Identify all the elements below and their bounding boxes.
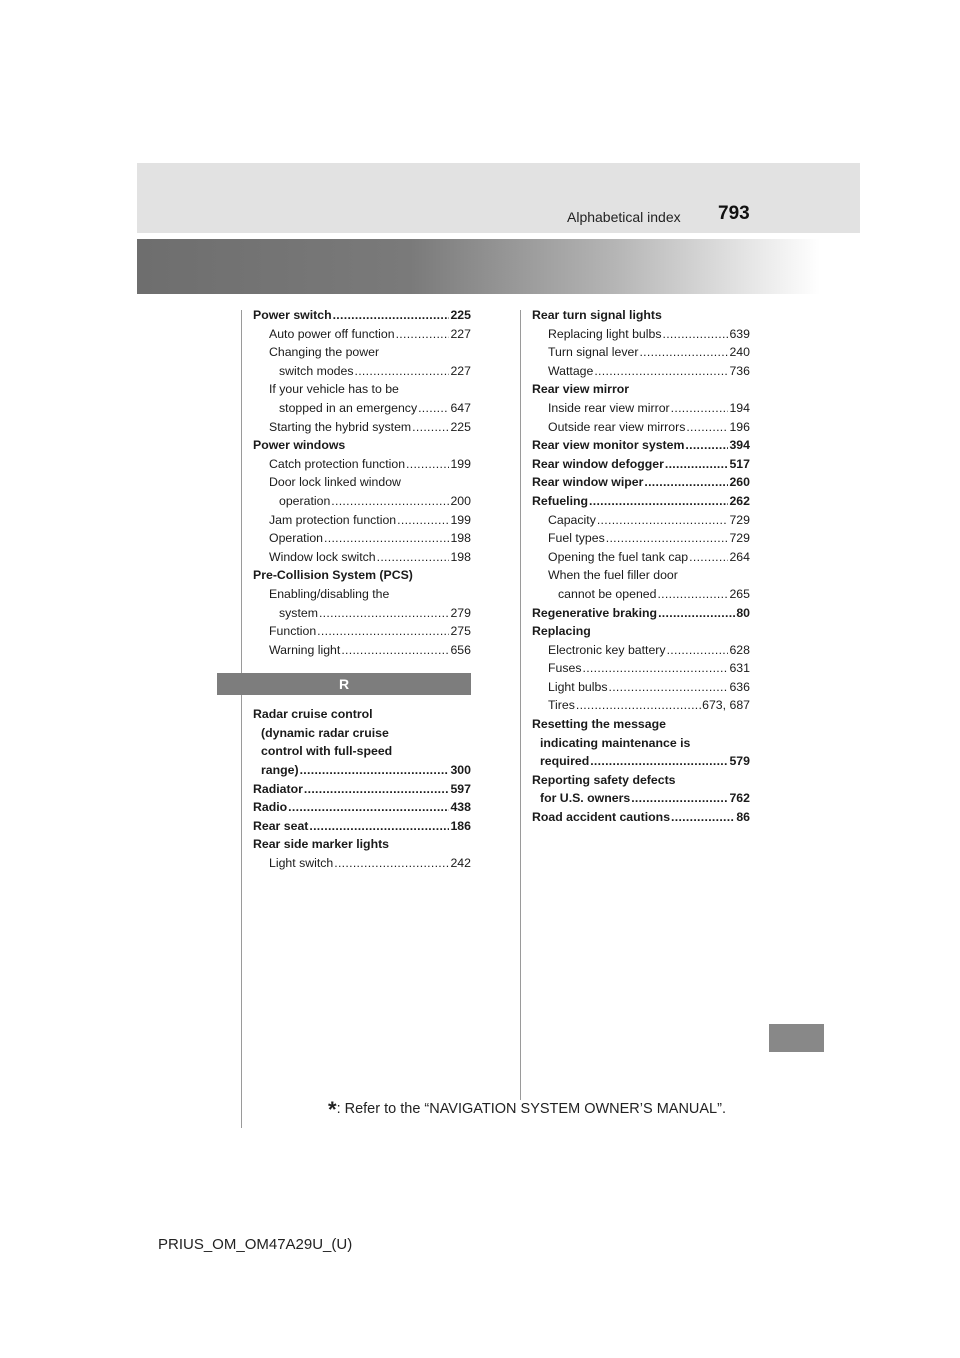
index-entry-page[interactable]: 300 <box>450 763 471 778</box>
index-entry-page[interactable]: 242 <box>450 856 471 871</box>
index-entry-leader <box>333 306 450 325</box>
index-entry-term: Replacing light bulbs <box>548 326 662 341</box>
index-entry-term: Warning light <box>269 642 341 657</box>
index-entry-term: Radiator <box>253 781 303 796</box>
index-entry-term: When the fuel filler door <box>548 568 678 583</box>
index-entry <box>253 418 471 437</box>
index-entry <box>532 752 750 771</box>
index-entry-page[interactable]: 579 <box>729 754 750 769</box>
index-entry-term: Power windows <box>253 438 346 453</box>
index-entry-page[interactable]: 86 <box>736 810 750 825</box>
index-entry-term: Starting the hybrid system <box>269 419 412 434</box>
index-entry-term: Resetting the message <box>532 717 666 732</box>
index-entry <box>253 780 471 799</box>
index-entry <box>253 362 471 381</box>
index-entry <box>253 511 471 530</box>
index-entry-page[interactable]: 196 <box>729 419 750 434</box>
index-entry-leader <box>657 585 728 604</box>
index-entry-page[interactable]: 517 <box>729 456 750 471</box>
index-entry-term: (dynamic radar cruise <box>261 725 389 740</box>
index-entry-leader <box>396 325 450 344</box>
index-entry-term: Jam protection function <box>269 512 397 527</box>
index-entry <box>253 306 471 325</box>
index-entry <box>532 343 750 362</box>
index-entry <box>253 585 471 604</box>
index-entry-term: required <box>540 754 590 769</box>
index-entry-page[interactable]: 438 <box>450 800 471 815</box>
document-code: PRIUS_OM_OM47A29U_(U) <box>158 1236 353 1253</box>
index-entry-leader <box>639 343 728 362</box>
index-entry-term: Capacity <box>548 512 596 527</box>
index-entry <box>532 585 750 604</box>
index-entry-term: Window lock switch <box>269 549 376 564</box>
index-entry-page[interactable]: 80 <box>736 605 750 620</box>
index-entry-page[interactable]: 736 <box>729 363 750 378</box>
index-entry <box>253 473 471 492</box>
index-entry <box>532 789 750 808</box>
index-entry-leader <box>317 622 449 641</box>
index-entry-term: Radio <box>253 800 288 815</box>
index-entry-page[interactable]: 240 <box>729 345 750 360</box>
section-letter-r: R <box>217 673 471 695</box>
index-entry-leader <box>309 817 449 836</box>
index-entry-leader <box>576 696 701 715</box>
index-entry-page[interactable]: 656 <box>450 642 471 657</box>
index-entry <box>253 622 471 641</box>
index-entry <box>532 641 750 660</box>
footnote-text: : Refer to the “NAVIGATION SYSTEM OWNER’S MANUAL”. <box>336 1101 726 1117</box>
index-entry <box>253 835 471 854</box>
index-entry-term: stopped in an emergency <box>279 400 418 415</box>
index-column-right <box>532 306 750 827</box>
index-entry-page[interactable]: 636 <box>729 679 750 694</box>
index-entry-page[interactable]: 260 <box>729 475 750 490</box>
index-entry-term: Radar cruise control <box>253 707 373 722</box>
index-entry-leader <box>590 752 728 771</box>
thumb-index-tab <box>769 1024 824 1052</box>
index-entry <box>532 511 750 530</box>
index-entry-term: Door lock linked window <box>269 475 401 490</box>
index-entry-term: Auto power off function <box>269 326 395 341</box>
index-entry-leader <box>689 548 728 567</box>
index-entry <box>532 399 750 418</box>
index-entry <box>253 548 471 567</box>
index-entry-term: Operation <box>269 531 324 546</box>
index-entry-term: Wattage <box>548 363 594 378</box>
index-entry-term: Changing the power <box>269 345 380 360</box>
index-entry-term: Rear turn signal lights <box>532 308 662 322</box>
index-entry <box>253 455 471 474</box>
index-entry-term: If your vehicle has to be <box>269 382 399 397</box>
index-entry <box>253 641 471 660</box>
index-entry-page[interactable]: 194 <box>729 400 750 415</box>
index-entry-term: control with full-speed <box>261 744 393 759</box>
index-entry-term: Reporting safety defects <box>532 772 676 787</box>
index-entry-leader <box>355 362 450 381</box>
index-entry-term: Rear window defogger <box>532 456 664 471</box>
index-entry-page[interactable]: 198 <box>450 531 471 546</box>
index-entry-leader <box>686 418 728 437</box>
index-entry-term: Road accident cautions <box>532 810 671 825</box>
index-entry-page[interactable]: 628 <box>729 642 750 657</box>
header-band <box>137 163 860 233</box>
index-entry <box>253 380 471 399</box>
index-entry <box>253 817 471 836</box>
index-entry-page[interactable]: 225 <box>450 419 471 434</box>
index-entry <box>532 455 750 474</box>
index-entry-term: Catch protection function <box>269 456 406 471</box>
index-entry-leader <box>412 418 449 437</box>
index-entry <box>532 548 750 567</box>
index-entry <box>253 742 471 761</box>
index-entry-term: Replacing <box>532 624 591 639</box>
footnote <box>328 1097 726 1123</box>
index-entry-page[interactable]: 264 <box>729 549 750 564</box>
index-entry-leader <box>606 529 729 548</box>
index-entry-term: Rear side marker lights <box>253 837 390 852</box>
index-entry <box>532 380 750 399</box>
index-list-p <box>253 306 471 659</box>
index-entry-leader <box>671 808 735 827</box>
index-entry <box>532 436 750 455</box>
index-entry-page[interactable]: 225 <box>450 308 471 322</box>
index-entry-term: range) <box>261 763 299 778</box>
index-entry-term: Turn signal lever <box>548 345 639 360</box>
index-entry-page[interactable]: 227 <box>450 363 471 378</box>
index-entry-page[interactable]: 186 <box>450 818 471 833</box>
index-entry <box>532 734 750 753</box>
index-entry-term: Light switch <box>269 856 334 871</box>
index-entry-page[interactable]: 265 <box>729 586 750 601</box>
index-entry-leader <box>324 529 449 548</box>
index-entry-term: Rear window wiper <box>532 475 644 490</box>
index-entry-page[interactable]: 199 <box>450 512 471 527</box>
index-entry-page[interactable]: 198 <box>450 549 471 564</box>
index-entry-term: Pre-Collision System (PCS) <box>253 568 413 583</box>
index-entry-term: Tires <box>548 698 575 713</box>
index-entry-term: Fuel types <box>548 531 605 546</box>
index-entry-leader <box>685 436 728 455</box>
index-entry-term: indicating maintenance is <box>540 735 691 750</box>
index-entry-leader <box>631 789 728 808</box>
index-entry <box>253 724 471 743</box>
index-entry-term: Fuses <box>548 661 582 676</box>
index-entry-leader <box>671 399 729 418</box>
index-entry-term: Enabling/disabling the <box>269 586 390 601</box>
index-entry <box>532 696 750 715</box>
index-entry-leader <box>589 492 728 511</box>
index-entry-leader <box>658 604 735 623</box>
index-entry <box>253 436 471 455</box>
index-entry-leader <box>665 455 729 474</box>
index-entry-leader <box>406 455 449 474</box>
index-entry-page[interactable]: 275 <box>450 624 471 639</box>
index-entry <box>253 854 471 873</box>
index-entry-page[interactable]: 279 <box>450 605 471 620</box>
index-entry-term: Light bulbs <box>548 679 608 694</box>
index-entry-leader <box>377 548 450 567</box>
index-entry <box>532 473 750 492</box>
index-entry-page[interactable]: 647 <box>450 400 471 415</box>
index-entry <box>253 343 471 362</box>
section-title: Alphabetical index <box>567 209 681 225</box>
index-column-left <box>253 306 471 873</box>
index-entry-leader <box>662 325 728 344</box>
index-entry <box>532 325 750 344</box>
index-entry-leader <box>594 362 728 381</box>
index-entry-leader <box>608 678 728 697</box>
index-entry-leader <box>288 798 449 817</box>
index-entry-term: switch modes <box>279 363 354 378</box>
index-entry-leader <box>334 854 449 873</box>
index-entry <box>532 808 750 827</box>
index-entry <box>253 529 471 548</box>
index-entry-leader <box>341 641 449 660</box>
index-entry-page[interactable]: 199 <box>450 456 471 471</box>
index-entry <box>253 761 471 780</box>
index-entry-term: Opening the fuel tank cap <box>548 549 689 564</box>
index-entry <box>532 418 750 437</box>
column-divider <box>520 310 521 1100</box>
left-margin-divider <box>241 310 242 1128</box>
index-entry-term: operation <box>279 493 331 508</box>
index-entry-page[interactable]: 597 <box>450 781 471 796</box>
index-entry-term: Inside rear view mirror <box>548 400 670 415</box>
index-entry <box>532 678 750 697</box>
index-entry-page[interactable]: 631 <box>729 661 750 676</box>
index-entry-term: Rear view monitor system <box>532 438 685 453</box>
footnote-asterisk: * <box>328 1097 337 1122</box>
index-entry-leader <box>397 511 449 530</box>
index-entry <box>532 306 750 325</box>
index-entry <box>253 492 471 511</box>
index-entry-page[interactable]: 639 <box>729 326 750 341</box>
index-entry-leader <box>331 492 449 511</box>
index-entry-term: Refueling <box>532 493 589 508</box>
index-entry-term: Outside rear view mirrors <box>548 419 686 434</box>
index-entry-term: for U.S. owners <box>540 791 631 806</box>
index-entry-page[interactable]: 227 <box>450 326 471 341</box>
index-entry-term: Rear view mirror <box>532 382 630 397</box>
index-entry-leader <box>667 641 729 660</box>
index-entry <box>253 325 471 344</box>
index-entry <box>253 566 471 585</box>
index-entry-term: Electronic key battery <box>548 642 666 657</box>
index-entry-page[interactable]: 729 <box>729 512 750 527</box>
index-entry <box>253 798 471 817</box>
index-list-r <box>253 705 471 872</box>
index-entry-leader <box>418 399 449 418</box>
index-entry-page[interactable]: 394 <box>729 438 750 453</box>
index-entry <box>532 529 750 548</box>
index-entry <box>253 399 471 418</box>
index-entry-leader <box>300 761 450 780</box>
header-gradient-bar <box>137 239 820 294</box>
index-entry <box>532 659 750 678</box>
index-entry-leader <box>583 659 729 678</box>
index-entry-page[interactable]: 200 <box>450 493 471 508</box>
index-entry-term: Regenerative braking <box>532 605 658 620</box>
index-entry-leader <box>597 511 729 530</box>
index-entry <box>532 566 750 585</box>
index-entry-term: Power switch <box>253 308 332 322</box>
index-entry-page[interactable]: 729 <box>729 531 750 546</box>
index-entry-page[interactable]: 762 <box>729 791 750 806</box>
index-entry-page[interactable]: 673, 687 <box>702 698 750 713</box>
index-entry-leader <box>319 604 450 623</box>
index-entry-term: system <box>279 605 318 620</box>
index-entry-page[interactable]: 262 <box>729 493 750 508</box>
index-entry <box>253 604 471 623</box>
page-number: 793 <box>718 203 750 224</box>
index-entry-term: cannot be opened <box>558 586 657 601</box>
index-entry-leader <box>304 780 450 799</box>
index-entry <box>532 362 750 381</box>
index-entry <box>532 492 750 511</box>
index-list-r-continued <box>532 306 750 827</box>
index-entry-term: Function <box>269 624 317 639</box>
index-entry-leader <box>644 473 728 492</box>
index-entry <box>532 771 750 790</box>
index-entry <box>253 705 471 724</box>
index-entry-term: Rear seat <box>253 818 309 833</box>
index-entry <box>532 604 750 623</box>
index-entry <box>532 622 750 641</box>
index-entry <box>532 715 750 734</box>
